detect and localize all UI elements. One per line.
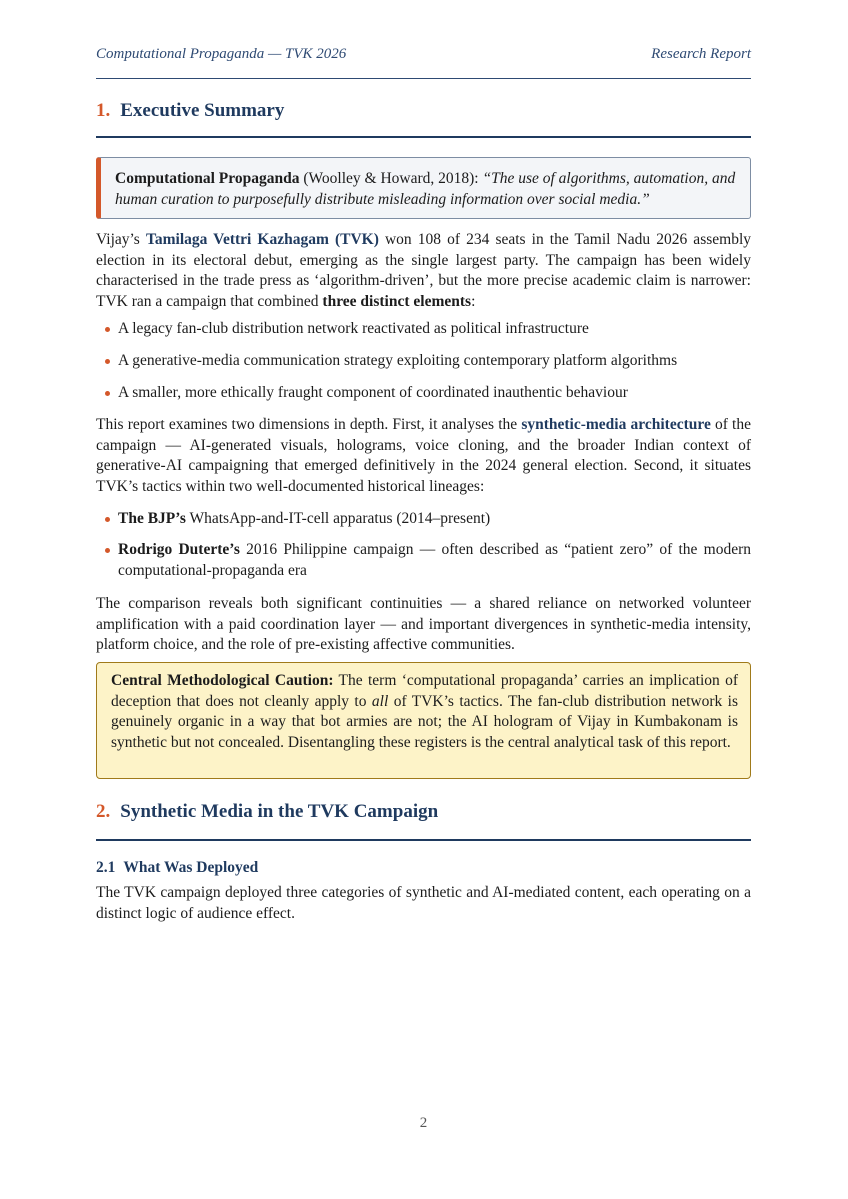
section-title: Executive Summary <box>120 100 285 121</box>
section-2-heading <box>96 801 438 823</box>
bullet-icon <box>105 327 110 332</box>
bullet-icon <box>105 359 110 364</box>
para-text: This report examines two dimensions in depth. First, it analyses the <box>96 416 522 433</box>
paragraph-2 <box>96 415 751 497</box>
list-item-rest: 2016 Philippine campaign — often described as “patient zero” of the modern computational-propaganda era <box>118 541 751 579</box>
paragraph-3: The comparison reveals both significant continuities — a shared reliance on networked volunteer amplification with a paid coordination layer — and important divergences in synthetic-media intensity, platform choice, and the role of pre-existing affective communities. <box>96 595 751 653</box>
paragraph-4: The TVK campaign deployed three categories of synthetic and AI-mediated content, each operating on a distinct logic of audience effect. <box>96 884 751 922</box>
subsection-number: 2.1 <box>96 859 116 876</box>
subsection-title: What Was Deployed <box>123 859 259 876</box>
section-1-heading <box>96 100 284 122</box>
section-rule <box>96 136 751 138</box>
header-report-type: Research Report <box>651 46 751 62</box>
definition-quote: “The use of algorithms, automation, and human curation to purposefully distribute misleading information over social media.” <box>115 170 736 208</box>
definition-box <box>96 157 751 219</box>
caution-emphasis: all <box>371 692 389 710</box>
running-header <box>96 46 751 68</box>
party-name: Tamilaga Vettri Kazhagam (TVK) <box>145 231 379 248</box>
list-item-text <box>118 540 751 581</box>
caution-text: of TVK’s tactics. The fan-club distribution network is genuinely organic in a way that bot armies are not; the AI hologram of Vijay in Kumbakonam is synthetic but not concealed. Disentangling these registers is the central analytical task of this report. <box>111 692 738 751</box>
caution-text: The term ‘computational propaganda’ carries an implication of deception that does not cleanly apply to <box>111 672 738 710</box>
list-item-bold: Rodrigo Duterte’s <box>118 541 240 558</box>
intro-text: : <box>471 292 476 310</box>
para-text: of the campaign — AI-generated visuals, holograms, voice cloning, and the broader Indian context of generative-AI campaigning that emerged definitively in the 2024 general election. Second, it situates TVK’s tactics within two well-documented historical lineages: <box>96 416 751 495</box>
header-title: Computational Propaganda — TVK 2026 <box>96 46 347 62</box>
list-item-text: A legacy fan-club distribution network reactivated as political infrastructure <box>118 320 589 337</box>
definition-citation: (Woolley & Howard, 2018): <box>299 170 483 187</box>
list-item-rest: WhatsApp-and-IT-cell apparatus (2014–present) <box>185 510 491 527</box>
caution-lead: Central Methodological Caution: <box>111 672 334 689</box>
list-item-text <box>118 509 751 530</box>
intro-text: Vijay’s <box>96 231 146 248</box>
header-rule <box>96 78 751 79</box>
bullet-icon <box>105 517 110 522</box>
page-number: 2 <box>419 1115 428 1131</box>
section-number: 2. <box>96 801 111 822</box>
list-item-bold: The BJP’s <box>118 510 186 527</box>
section-number: 1. <box>96 100 111 121</box>
bullet-icon <box>105 391 110 396</box>
list-item-text: A generative-media communication strategy exploiting contemporary platform algorithms <box>118 352 678 369</box>
subsection-2-1-heading <box>96 859 258 877</box>
bullet-icon <box>105 548 110 553</box>
para-highlight: synthetic-media architecture <box>521 416 711 433</box>
definition-term: Computational Propaganda <box>115 170 300 187</box>
intro-bold: three distinct elements <box>322 292 472 310</box>
intro-paragraph <box>96 230 751 312</box>
section-title: Synthetic Media in the TVK Campaign <box>120 801 439 822</box>
intro-text: won 108 of 234 seats in the Tamil Nadu 2026 assembly election in its electoral debut, emerging as the single largest party. The campaign has been widely characterised in the trade press as ‘algorithm-driven’, but the more precise academic claim is narrower: TVK ran a campaign that combined <box>96 231 751 310</box>
list-item-text: A smaller, more ethically fraught component of coordinated inauthentic behaviour <box>118 384 628 401</box>
caution-box <box>96 662 751 779</box>
section-rule <box>96 839 751 841</box>
